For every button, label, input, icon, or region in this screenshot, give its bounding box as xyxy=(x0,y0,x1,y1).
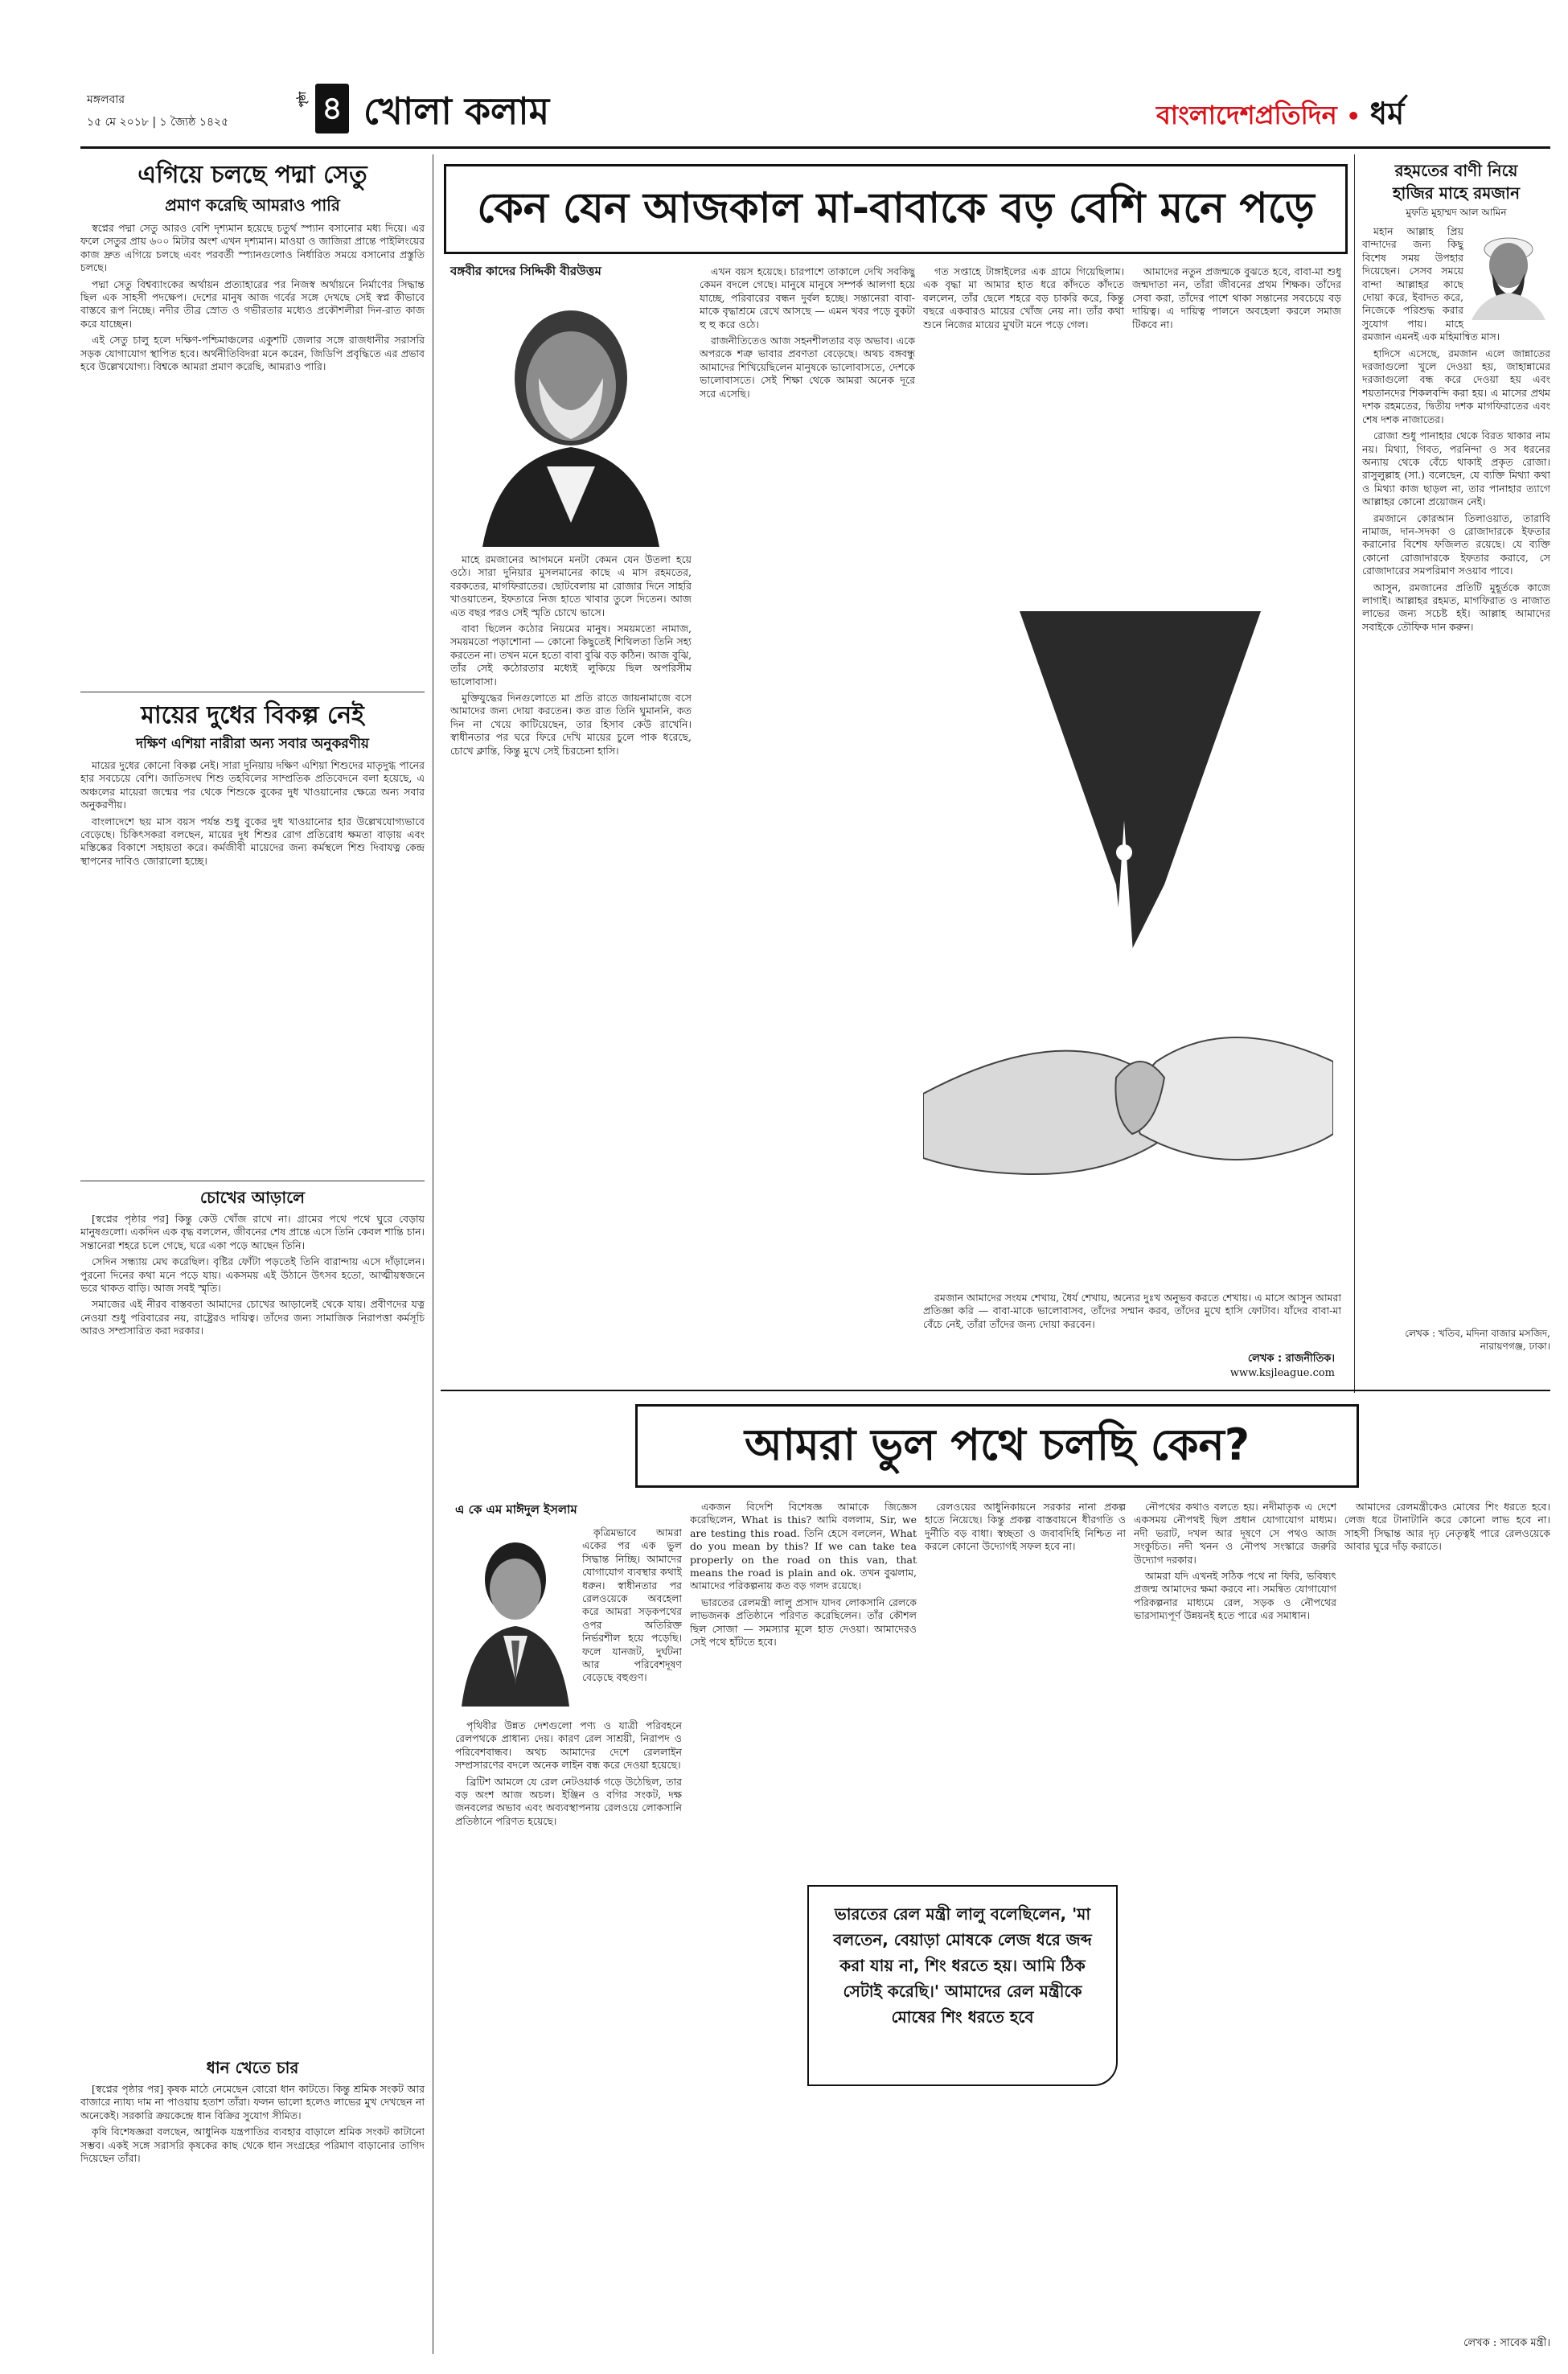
paragraph: [স্বপ্নের পৃষ্ঠার পর] কিন্তু কেউ খোঁজ রাখে না। গ্রামের পথে পথে ঘুরে বেড়ায় মানুষগুলো। একদিন এক বৃদ্ধ বললেন, জীবনের শেষ প্রান্তে এসে তিনি কেবল শান্তি চান। সন্তানেরা শহরে চলে গেছে, ঘরে একা পড়ে আছেন তিনি। xyxy=(80,1213,425,1251)
paragraph: রমজান আমাদের সংযম শেখায়, ধৈর্য শেখায়, অন্যের দুঃখ অনুভব করতে শেখায়। এ মাসে আসুন আমরা প্রতিজ্ঞা করি — বাবা-মাকে ভালোবাসব, তাঁদের সম্মান করব, তাঁদের মুখে হাসি ফোটাব। যাঁদের বাবা-মা বেঁচে নেই, তাঁরা তাঁদের জন্য দোয়া করবেন। xyxy=(923,1292,1341,1330)
paragraph: মায়ের দুধের কোনো বিকল্প নেই। সারা দুনিয়ায় দক্ষিণ এশিয়া শিশুদের মাতৃদুগ্ধ পানের হার সবচেয়ে বেশি। জাতিসংঘ শিশু তহবিলের সাম্প্রতিক প্রতিবেদনে বলা হয়েছে, এ অঞ্চলের মায়েরা জন্মের পর থেকে শিশুকে বুকের দুধ খাওয়ানোর ক্ষেত্রে অন্য সবার অনুকরণীয়। xyxy=(80,759,425,811)
paragraph: সমাজের এই নীরব বাস্তবতা আমাদের চোখের আড়ালেই থেকে যায়। প্রবীণদের যত্ন নেওয়া শুধু পরিবারের নয়, রাষ্ট্রেরও দায়িত্ব। তাঁদের জন্য সামাজিক নিরাপত্তা কর্মসূচি আরও সম্প্রসারিত করা দরকার। xyxy=(80,1298,425,1337)
masthead-rule xyxy=(80,146,1550,149)
paragraph: কৃষি বিশেষজ্ঞরা বলছেন, আধুনিক যন্ত্রপাতির ব্যবহার বাড়ালে শ্রমিক সংকট কাটানো সম্ভব। একই সঙ্গে সরাসরি কৃষকের কাছ থেকে ধান সংগ্রহের পরিমাণ বাড়ানোর তাগিদ দিয়েছেন তাঁরা। xyxy=(80,2126,425,2165)
main-author: বঙ্গবীর কাদের সিদ্দিকী বীরউত্তম xyxy=(450,264,601,278)
second-body-col-1b xyxy=(455,1719,682,2355)
paragraph: আমাদের রেলমন্ত্রীকেও মোষের শিং ধরতে হবে। লেজ ধরে টানাটানি করে কোনো লাভ হবে না। সাহসী সিদ্ধান্ত আর দৃঢ় নেতৃত্বই পারে রেলওয়েকে আবার ঘুরে দাঁড় করাতে। xyxy=(1344,1501,1550,1553)
milk-body xyxy=(80,759,425,1177)
milk-story xyxy=(80,698,425,1177)
second-headline-box xyxy=(635,1404,1359,1488)
paragraph: রমজানে কোরআন তিলাওয়াত, তারাবি নামাজ, দান-সদকা ও রোজাদারকে ইফতার করানোর বিশেষ ফজিলত রয়েছে। যে ব্যক্তি কোনো রোজাদারকে ইফতার করাবে, সে রোজাদারের সমপরিমাণ সওয়াব পাবে। xyxy=(1362,511,1550,577)
dhan-body xyxy=(80,2083,425,2372)
second-author: এ কে এম মাঈদুল ইসলাম xyxy=(455,1502,577,1517)
main-headline-box xyxy=(444,164,1348,254)
paragraph: ভারতের রেলমন্ত্রী লালু প্রসাদ যাদব লোকসানি রেলকে লাভজনক প্রতিষ্ঠানে পরিণত করেছিলেন। তাঁর কৌশল ছিল সোজা — সমস্যার মূলে হাত দেওয়া। আমাদেরও সেই পথে হাঁটতে হবে। xyxy=(690,1596,917,1649)
paragraph: বাবা ছিলেন কঠোর নিয়মের মানুষ। সময়মতো নামাজ, সময়মতো পড়াশোনা — কোনো কিছুতেই শিথিলতা তিনি সহ্য করতেন না। তখন মনে হতো বাবা বুঝি বড় কঠিন। আজ বুঝি, তাঁর সেই কঠোরতার মধ্যেই লুকিয়ে ছিল অপরিসীম ভালোবাসা। xyxy=(450,622,692,688)
paragraph: রেলওয়ের আধুনিকায়নে সরকার নানা প্রকল্প হাতে নিয়েছে। কিন্তু প্রকল্প বাস্তবায়নে ধীরগতি ও দুর্নীতি বড় বাধা। স্বচ্ছতা ও জবাবদিহি নিশ্চিত না করলে কোনো উদ্যোগই সফল হবে না। xyxy=(925,1501,1126,1553)
page-number: ৪ xyxy=(322,90,343,127)
pull-quote-box xyxy=(807,1885,1118,2086)
paragraph: বাংলাদেশে ছয় মাস বয়স পর্যন্ত শুধু বুকের দুধ খাওয়ানোর হার উল্লেখযোগ্যভাবে বেড়েছে। চিকিৎসকরা বলছেন, মায়ের দুধ শিশুর রোগ প্রতিরোধ ক্ষমতা বাড়ায় এবং মস্তিষ্কের বিকাশে সহায়তা করে। কর্মজীবী মায়েদের জন্য কর্মস্থলে শিশু দিবাযত্ন কেন্দ্র স্থাপনের দাবিও জোরালো হচ্ছে। xyxy=(80,815,425,867)
dharma-divider xyxy=(1354,154,1355,1393)
paragraph: মহান আল্লাহ প্রিয় বান্দাদের জন্য কিছু বিশেষ সময় উপহার দিয়েছেন। সেসব সময়ে বান্দা আল্লাহর কাছে দোয়া করে, ইবাদত করে, নিজেকে পরিশুদ্ধ করার সুযোগ পায়। মাহে রমজান এমনই এক মহিমান্বিত মাস। xyxy=(1362,225,1500,343)
issue-day: মঙ্গলবার xyxy=(87,93,125,106)
chokher-headline: চোখের আড়ালে xyxy=(199,1188,306,1207)
dharma-author: মুফতি মুহাম্মদ আল আমিন xyxy=(1406,207,1507,218)
brand-logo xyxy=(1156,90,1404,138)
section-title: খোলা কলাম xyxy=(363,89,550,133)
author-photo-kader-siddiqui xyxy=(450,281,692,547)
paragraph: আসুন, রমজানের প্রতিটি মুহূর্তকে কাজে লাগাই। আল্লাহর রহমত, মাগফিরাত ও নাজাত লাভের জন্য সচেষ্ট হই। আল্লাহ আমাদের সবাইকে তৌফিক দান করুন। xyxy=(1362,581,1550,633)
paragraph: হাদিসে এসেছে, রমজান এলে জান্নাতের দরজাগুলো খুলে দেওয়া হয়, জাহান্নামের দরজাগুলো বন্ধ করে দেওয়া হয় এবং শয়তানদের শিকলবন্দি করা হয়। এ মাসের প্রথম দশক রহমতের, দ্বিতীয় দশক মাগফিরাতের এবং শেষ দশক নাজাতের। xyxy=(1362,347,1550,425)
padma-subhead: প্রমাণ করেছি আমরাও পারি xyxy=(165,195,340,215)
paragraph: সেদিন সন্ধ্যায় মেঘ করেছিল। বৃষ্টির ফোঁটা পড়তেই তিনি বারান্দায় এসে দাঁড়ালেন। পুরনো দিনের কথা মনে পড়ে যায়। একসময় এই উঠানে উৎসব হতো, আত্মীয়স্বজনে ভরে থাকত বাড়ি। আজ সবই স্মৃতি। xyxy=(80,1255,425,1295)
brand-name-a: বাংলাদেশ xyxy=(1156,100,1255,130)
paragraph: মাহে রমজানের আগমনে মনটা কেমন যেন উতলা হয়ে ওঠে। সারা দুনিয়ার মুসলমানের কাছে এ মাস রহমতের, বরকতের, মাগফিরাতের। ছোটবেলায় মা রোজার দিনে সাহরি খাওয়াতেন, ইফতারে নিজ হাতে খাবার তুলে দিতেন। আজ এত বছর পরও সেই স্মৃতি চোখে ভাসে। xyxy=(450,553,692,618)
dharma-headline-2: হাজির মাহে রমজান xyxy=(1392,183,1521,203)
page-label: পৃষ্ঠা xyxy=(297,92,308,108)
mid-rule xyxy=(441,1390,1550,1391)
paragraph: এই সেতু চালু হলে দক্ষিণ-পশ্চিমাঞ্চলের একুশটি জেলার সঙ্গে রাজধানীর সরাসরি সড়ক যোগাযোগ স্থাপিত হবে। অর্থনীতিবিদরা মনে করেন, জিডিপি প্রবৃদ্ধিতে এর প্রভাব হবে উল্লেখযোগ্য। বিশ্বকে আমরা প্রমাণ করেছি, আমরাও পারি। xyxy=(80,334,425,373)
second-footer: লেখক : সাবেক মন্ত্রী। xyxy=(1463,2337,1550,2349)
author-photo-maidul-islam xyxy=(455,1528,576,1707)
paragraph: আমাদের নতুন প্রজন্মকে বুঝতে হবে, বাবা-মা শুধু জন্মদাতা নন, তাঁরা জীবনের প্রথম শিক্ষক। তাঁদের সেবা করা, তাঁদের পাশে থাকা সন্তানের সবচেয়ে বড় দায়িত্ব। এ দায়িত্ব পালনে অবহেলা করলে সমাজ টিকবে না। xyxy=(1132,265,1341,331)
main-body-col-4 xyxy=(1132,265,1341,606)
paragraph: গত সপ্তাহে টাঙ্গাইলের এক গ্রামে গিয়েছিলাম। এক বৃদ্ধা মা আমার হাত ধরে কাঁদতে কাঁদতে বললেন, তাঁর ছেলে শহরে বড় চাকরি করে, কিন্তু বছরে একবারও মায়ের খোঁজ নেয় না। তাঁর কথা শুনে নিজের মায়ের মুখটা মনে পড়ে গেল। xyxy=(923,265,1124,331)
paragraph: আমরা যদি এখনই সঠিক পথে না ফিরি, ভবিষ্যৎ প্রজন্ম আমাদের ক্ষমা করবে না। সমন্বিত যোগাযোগ পরিকল্পনার মাধ্যমে রেল, সড়ক ও নৌপথের ভারসাম্যপূর্ণ উন্নয়নই হতে পারে এর সমাধান। xyxy=(1134,1570,1336,1622)
dhan-story xyxy=(80,2056,425,2372)
padma-story xyxy=(80,158,425,672)
second-body-col-1 xyxy=(582,1526,682,1716)
paragraph: নৌপথের কথাও বলতে হয়। নদীমাতৃক এ দেশে একসময় নৌপথই ছিল প্রধান যোগাযোগ মাধ্যম। নদী ভরাট, দখল আর দূষণে সে পথও আজ সংকুচিত। নদী খনন ও নৌপথ সংস্কারে জরুরি উদ্যোগ দরকার। xyxy=(1134,1501,1336,1566)
paragraph: রোজা শুধু পানাহার থেকে বিরত থাকার নাম নয়। মিথ্যা, গিবত, পরনিন্দা ও সব ধরনের অন্যায় থেকে বেঁচে থাকাই প্রকৃত রোজা। রাসুলুল্লাহ (সা.) বলেছেন, যে ব্যক্তি মিথ্যা কথা ও মিথ্যা কাজ ছাড়ল না, তার পানাহার ত্যাগে আল্লাহর কোনো প্রয়োজন নেই। xyxy=(1362,429,1550,508)
main-body-col-3 xyxy=(923,265,1124,606)
second-body-col-5 xyxy=(1344,1501,1550,2329)
paragraph: [স্বপ্নের পৃষ্ঠার পর] কৃষক মাঠে নেমেছেন বোরো ধান কাটতে। কিন্তু শ্রমিক সংকট আর বাজারে ন্যায্য দাম না পাওয়ায় হতাশ তাঁরা। ফলন ভালো হলেও লাভের মুখ দেখছেন না অনেকেই। সরকারি ক্রয়কেন্দ্রে ধান বিক্রির সুযোগ সীমিত। xyxy=(80,2083,425,2121)
paragraph: স্বপ্নের পদ্মা সেতু আরও বেশি দৃশ্যমান হয়েছে চতুর্থ স্প্যান বসানোর মধ্য দিয়ে। এর ফলে সেতুর প্রায় ৬০০ মিটার অংশ এখন দৃশ্যমান। মাওয়া ও জাজিরা প্রান্তে পাইলিংয়ের কাজ দ্রুত এগিয়ে চলছে এবং পরবর্তী স্প্যানগুলোও নির্ধারিত সময়ে বসানোর প্রস্তুতি চলছে। xyxy=(80,222,425,274)
main-body-col-5 xyxy=(923,1292,1341,1345)
chokher-body xyxy=(80,1213,425,2065)
paragraph: কৃত্রিমভাবে আমরা একের পর এক ভুল সিদ্ধান্ত নিচ্ছি। আমাদের যোগাযোগ ব্যবস্থার কথাই ধরুন। স্বাধীনতার পর রেলওয়েকে অবহেলা করে আমরা সড়কপথের ওপর অতিরিক্ত নির্ভরশীল হয়ে পড়েছি। ফলে যানজট, দুর্ঘটনা আর পরিবেশদূষণ বেড়েছে বহুগুণ। xyxy=(582,1526,682,1684)
paragraph: এখন বয়স হয়েছে। চারপাশে তাকালে দেখি সবকিছু কেমন বদলে গেছে। মানুষে মানুষে সম্পর্ক আলগা হয়ে যাচ্ছে, পরিবারের বন্ধন দুর্বল হচ্ছে। সন্তানেরা বাবা-মাকে বৃদ্ধাশ্রমে রেখে আসছে — এমন খবর পড়ে বুকটা হু হু করে ওঠে। xyxy=(700,265,915,331)
dhan-headline: ধান খেতে চার xyxy=(206,2058,299,2077)
dharma-story xyxy=(1362,159,1550,1352)
dharma-headline-1: রহমতের বাণী নিয়ে xyxy=(1394,161,1518,180)
main-body-col-1 xyxy=(450,553,692,1366)
page-number-box xyxy=(298,84,349,142)
paragraph: মুক্তিযুদ্ধের দিনগুলোতে মা প্রতি রাতে জায়নামাজে বসে আমাদের জন্য দোয়া করতেন। কত রাত তিনি ঘুমাননি, কত দিন না খেয়ে কাটিয়েছেন, তার হিসাব কেউ রাখেনি। স্বাধীনতার পর ঘরে ফিরে দেখি মায়ের চুলে পাক ধরেছে, চোখে ক্লান্তি, কিন্তু মুখে সেই চিরচেনা হাসি। xyxy=(450,692,692,757)
brand-name-b: প্রতিদিন xyxy=(1254,100,1337,130)
illustration-pen-and-hands xyxy=(923,611,1333,1287)
main-body-col-2 xyxy=(700,265,915,1366)
paragraph: পৃথিবীর উন্নত দেশগুলো পণ্য ও যাত্রী পরিবহনে রেলপথকে প্রাধান্য দেয়। কারণ রেল সাশ্রয়ী, নিরাপদ ও পরিবেশবান্ধব। অথচ আমাদের দেশে রেললাইন সম্প্রসারণের বদলে অনেক লাইন বন্ধ করে দেওয়া হয়েছে। xyxy=(455,1719,682,1772)
milk-subhead: দক্ষিণ এশিয়া নারীরা অন্য সবার অনুকরণীয় xyxy=(136,736,369,752)
brand-section: ধর্ম xyxy=(1369,96,1405,131)
main-footer-web: www.ksjleague.com xyxy=(1229,1367,1335,1379)
brand-separator: • xyxy=(1346,103,1361,129)
paragraph: একজন বিদেশি বিশেষজ্ঞ আমাকে জিজ্ঞেস করেছিলেন, What is this? আমি বললাম, Sir, we are testing this road. তিনি হেসে বললেন, What do you mean by this? If we can take tea properly on the road on this van, that means the road is plain and ok. তখন বুঝলাম, আমাদের পরিকল্পনায় কত বড় গলদ রয়েছে। xyxy=(690,1501,917,1592)
page-number-badge xyxy=(315,84,349,133)
main-footer-author: লেখক : রাজনীতিক। xyxy=(1247,1353,1335,1365)
pull-quote: ভারতের রেল মন্ত্রী লালু বলেছিলেন, 'মা বলতেন, বেয়াড়া মোষকে লেজ ধরে জব্দ করা যায় না, শিং ধরতে হয়। আমি ঠিক সেটাই করেছি।' আমাদের রেল মন্ত্রীকে মোষের শিং ধরতে হবে xyxy=(833,1904,1092,2027)
second-body-col-4 xyxy=(1134,1501,1336,2355)
main-headline: কেন যেন আজকাল মা-বাবাকে বড় বেশি মনে পড়ে xyxy=(477,184,1315,232)
paragraph: রাজনীতিতেও আজ সহনশীলতার বড় অভাব। একে অপরকে শত্রু ভাবার প্রবণতা বেড়েছে। অথচ বঙ্গবন্ধু আমাদের শিখিয়েছিলেন মানুষকে ভালোবাসতে, দেশকে ভালোবাসতে। সেই শিক্ষা থেকে আমরা অনেক দূরে সরে এসেছি। xyxy=(700,335,915,400)
chokher-story xyxy=(80,1185,425,2065)
padma-headline: এগিয়ে চলছে পদ্মা সেতু xyxy=(138,161,367,189)
second-body-col-3 xyxy=(925,1501,1126,1879)
dharma-footer: লেখক : খতিব, মদিনা বাজার মসজিদ, নারায়ণগঞ্জ, ঢাকা। xyxy=(1405,1328,1550,1352)
paragraph: ব্রিটিশ আমলে যে রেল নেটওয়ার্ক গড়ে উঠেছিল, তার বড় অংশ আজ অচল। ইঞ্জিন ও বগির সংকট, দক্ষ জনবলের অভাব এবং অব্যবস্থাপনায় রেলওয়ে লোকসানি প্রতিষ্ঠানে পরিণত হয়েছে। xyxy=(455,1775,682,1827)
padma-body xyxy=(80,222,425,672)
milk-headline: মায়ের দুধের বিকল্প নেই xyxy=(141,701,364,729)
issue-date: ১৫ মে ২০১৮ | ১ জ্যৈষ্ঠ ১৪২৫ xyxy=(87,116,229,129)
author-photo-mufti xyxy=(1467,225,1550,320)
paragraph: পদ্মা সেতু বিশ্বব্যাংকের অর্থায়ন প্রত্যাহারের পর নিজস্ব অর্থায়নে নির্মাণের সিদ্ধান্ত ছিল এক সাহসী পদক্ষেপ। দেশের মানুষ আজ গর্বের সঙ্গে দেখছে সেই স্বপ্ন কীভাবে বাস্তবে রূপ নিচ্ছে। নদীর তীব্র স্রোত ও গভীরতার মধ্যেও প্রকৌশলীরা দিন-রাত কাজ করে যাচ্ছেন। xyxy=(80,277,425,330)
second-headline: আমরা ভুল পথে চলছি কেন? xyxy=(744,1419,1250,1470)
dharma-body xyxy=(1362,225,1550,1271)
